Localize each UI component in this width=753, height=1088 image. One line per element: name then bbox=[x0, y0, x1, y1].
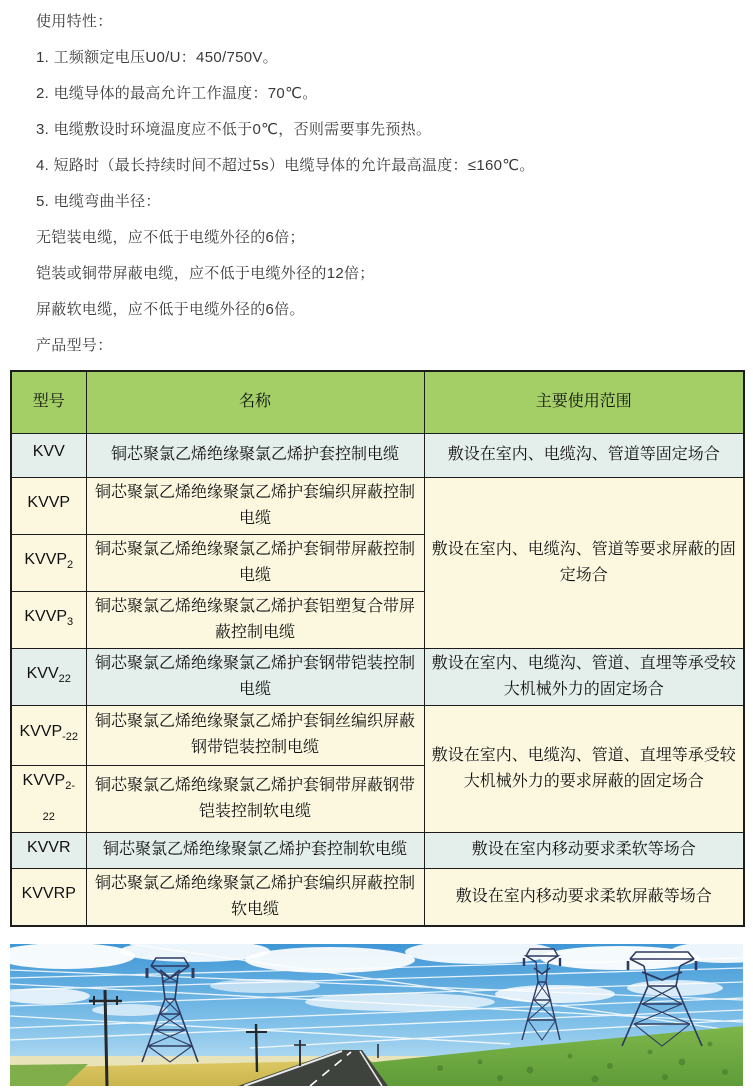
model-subscript: 2 bbox=[67, 559, 74, 572]
intro-line: 4. 短路时（最长持续时间不超过5s）电缆导体的允许最高温度：≤160℃。 bbox=[36, 157, 535, 174]
intro-line: 铠装或铜带屏蔽电缆，应不低于电缆外径的12倍； bbox=[36, 265, 375, 282]
name-cell: 铜芯聚氯乙烯绝缘聚氯乙烯护套铜带屏蔽钢带铠装控制软电缆 bbox=[86, 765, 424, 832]
header-usage-range: 主要使用范围 bbox=[424, 371, 744, 433]
model-cell bbox=[11, 869, 86, 927]
model-text: KVVRP bbox=[21, 885, 76, 903]
usage-characteristics-section bbox=[0, 0, 753, 364]
name-cell: 铜芯聚氯乙烯绝缘聚氯乙烯护套铜丝编织屏蔽钢带铠装控制电缆 bbox=[86, 705, 424, 765]
transmission-towers-photo bbox=[10, 944, 743, 1086]
name-cell: 铜芯聚氯乙烯绝缘聚氯乙烯护套铜带屏蔽控制电缆 bbox=[86, 534, 424, 591]
name-cell: 铜芯聚氯乙烯绝缘聚氯乙烯护套控制软电缆 bbox=[86, 832, 424, 868]
range-cell: 敷设在室内移动要求柔软等场合 bbox=[424, 832, 744, 868]
name-cell: 铜芯聚氯乙烯绝缘聚氯乙烯护套编织屏蔽控制电缆 bbox=[86, 477, 424, 534]
header-model: 型号 bbox=[11, 371, 86, 433]
intro-line: 5. 电缆弯曲半径： bbox=[36, 193, 161, 210]
model-text: KVVP bbox=[24, 607, 68, 625]
table-header-row bbox=[11, 371, 744, 433]
intro-line: 3. 电缆敷设时环境温度应不低于0℃，否则需要事先预热。 bbox=[36, 121, 432, 138]
model-subscript: 22 bbox=[58, 673, 71, 686]
model-subscript: -22 bbox=[62, 731, 79, 744]
model-cell bbox=[11, 648, 86, 705]
name-cell: 铜芯聚氯乙烯绝缘聚氯乙烯护套钢带铠装控制电缆 bbox=[86, 648, 424, 705]
intro-line: 无铠装电缆，应不低于电缆外径的6倍； bbox=[36, 229, 305, 246]
intro-line: 1. 工频额定电压U0/U：450/750V。 bbox=[36, 49, 278, 66]
model-cell bbox=[11, 477, 86, 534]
table-row bbox=[11, 477, 744, 534]
model-cell bbox=[11, 765, 86, 832]
model-cell bbox=[11, 433, 86, 477]
range-cell-merged: 敷设在室内、电缆沟、管道等要求屏蔽的固定场合 bbox=[424, 477, 744, 648]
model-text: KVVR bbox=[26, 838, 71, 856]
table-row bbox=[11, 648, 744, 705]
table-row bbox=[11, 705, 744, 765]
header-name: 名称 bbox=[86, 371, 424, 433]
range-cell: 敷设在室内、电缆沟、管道、直埋等承受较大机械外力的固定场合 bbox=[424, 648, 744, 705]
model-cell bbox=[11, 534, 86, 591]
model-text: KVVP bbox=[22, 771, 66, 789]
model-subscript: 2-22 bbox=[42, 779, 75, 823]
landscape-photo-graphic bbox=[10, 944, 743, 1086]
range-cell: 敷设在室内移动要求柔软屏蔽等场合 bbox=[424, 869, 744, 927]
intro-line: 屏蔽软电缆，应不低于电缆外径的6倍。 bbox=[36, 301, 305, 318]
table-row bbox=[11, 869, 744, 927]
model-text: KVV bbox=[26, 664, 59, 682]
intro-line: 2. 电缆导体的最高允许工作温度：70℃。 bbox=[36, 85, 318, 102]
name-cell: 铜芯聚氯乙烯绝缘聚氯乙烯护套控制电缆 bbox=[86, 433, 424, 477]
name-cell: 铜芯聚氯乙烯绝缘聚氯乙烯护套编织屏蔽控制软电缆 bbox=[86, 869, 424, 927]
table-row bbox=[11, 433, 744, 477]
table-row bbox=[11, 832, 744, 868]
model-text: KVVP bbox=[24, 550, 68, 568]
model-text: KVV bbox=[32, 443, 65, 461]
name-cell: 铜芯聚氯乙烯绝缘聚氯乙烯护套铝塑复合带屏蔽控制电缆 bbox=[86, 591, 424, 648]
section-title: 使用特性： bbox=[36, 13, 113, 30]
product-model-table bbox=[10, 370, 745, 927]
model-text: KVVP bbox=[27, 493, 71, 511]
model-cell bbox=[11, 832, 86, 868]
range-cell-merged: 敷设在室内、电缆沟、管道、直埋等承受较大机械外力的要求屏蔽的固定场合 bbox=[424, 705, 744, 832]
product-models-title: 产品型号： bbox=[36, 337, 113, 354]
model-cell bbox=[11, 591, 86, 648]
model-subscript: 3 bbox=[67, 616, 74, 629]
range-cell: 敷设在室内、电缆沟、管道等固定场合 bbox=[424, 433, 744, 477]
model-cell bbox=[11, 705, 86, 765]
model-text: KVVP bbox=[19, 723, 63, 741]
